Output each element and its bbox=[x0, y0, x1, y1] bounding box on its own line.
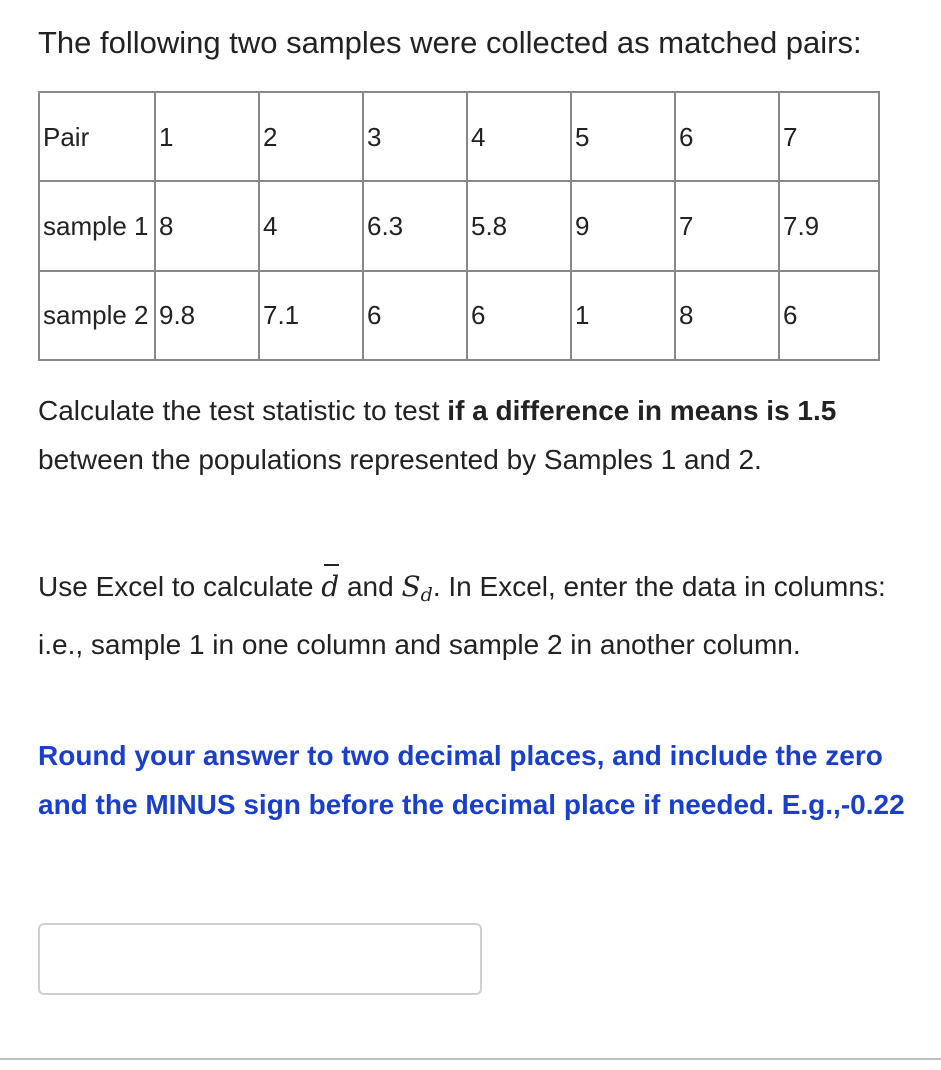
pair-cell: 2 bbox=[259, 92, 363, 181]
matched-pairs-table bbox=[38, 91, 880, 361]
row-label-pair: Pair bbox=[39, 92, 155, 181]
excel-suffix: . In Excel, enter the data in columns: i.e., sample 1 in one column and sample 2 in another column. bbox=[38, 571, 886, 660]
table-row-sample2 bbox=[39, 271, 879, 360]
sample1-cell: 7.9 bbox=[779, 181, 879, 270]
sample2-cell: 6 bbox=[363, 271, 467, 360]
sample1-cell: 4 bbox=[259, 181, 363, 270]
rounding-instruction: Round your answer to two decimal places, and include the zero and the MINUS sign before the decimal place if needed. E.g.,-0.22 bbox=[38, 740, 905, 820]
pair-cell: 1 bbox=[155, 92, 259, 181]
instruction-suffix: between the populations represented by Samples 1 and 2. bbox=[38, 444, 762, 475]
sample1-cell: 5.8 bbox=[467, 181, 571, 270]
sample2-cell: 1 bbox=[571, 271, 675, 360]
instruction-prefix: Calculate the test statistic to test bbox=[38, 395, 448, 426]
sample1-cell: 6.3 bbox=[363, 181, 467, 270]
answer-input[interactable] bbox=[38, 923, 482, 995]
bottom-divider bbox=[0, 1058, 941, 1060]
instruction-hypothesis: if a difference in means is 1.5 bbox=[447, 395, 837, 426]
sample1-cell: 7 bbox=[675, 181, 779, 270]
sample1-cell: 9 bbox=[571, 181, 675, 270]
excel-and: and bbox=[339, 571, 402, 602]
s-d-symbol bbox=[401, 570, 433, 606]
table-row-pair bbox=[39, 92, 879, 181]
instruction-test-statistic bbox=[38, 386, 908, 484]
row-label-sample1: sample 1 bbox=[39, 181, 155, 270]
sample1-cell: 8 bbox=[155, 181, 259, 270]
pair-cell: 5 bbox=[571, 92, 675, 181]
instruction-excel bbox=[38, 562, 908, 669]
sample2-cell: 9.8 bbox=[155, 271, 259, 360]
d-bar-symbol: d bbox=[321, 562, 339, 611]
row-label-sample2: sample 2 bbox=[39, 271, 155, 360]
pair-cell: 4 bbox=[467, 92, 571, 181]
sample2-cell: 7.1 bbox=[259, 271, 363, 360]
s-symbol: S bbox=[401, 570, 421, 603]
s-subscript: d bbox=[420, 584, 433, 606]
question-intro: The following two samples were collected as matched pairs: bbox=[38, 25, 862, 60]
pair-cell: 6 bbox=[675, 92, 779, 181]
pair-cell: 3 bbox=[363, 92, 467, 181]
pair-cell: 7 bbox=[779, 92, 879, 181]
excel-prefix: Use Excel to calculate bbox=[38, 571, 322, 602]
table-row-sample1 bbox=[39, 181, 879, 270]
sample2-cell: 6 bbox=[467, 271, 571, 360]
sample2-cell: 8 bbox=[675, 271, 779, 360]
sample2-cell: 6 bbox=[779, 271, 879, 360]
